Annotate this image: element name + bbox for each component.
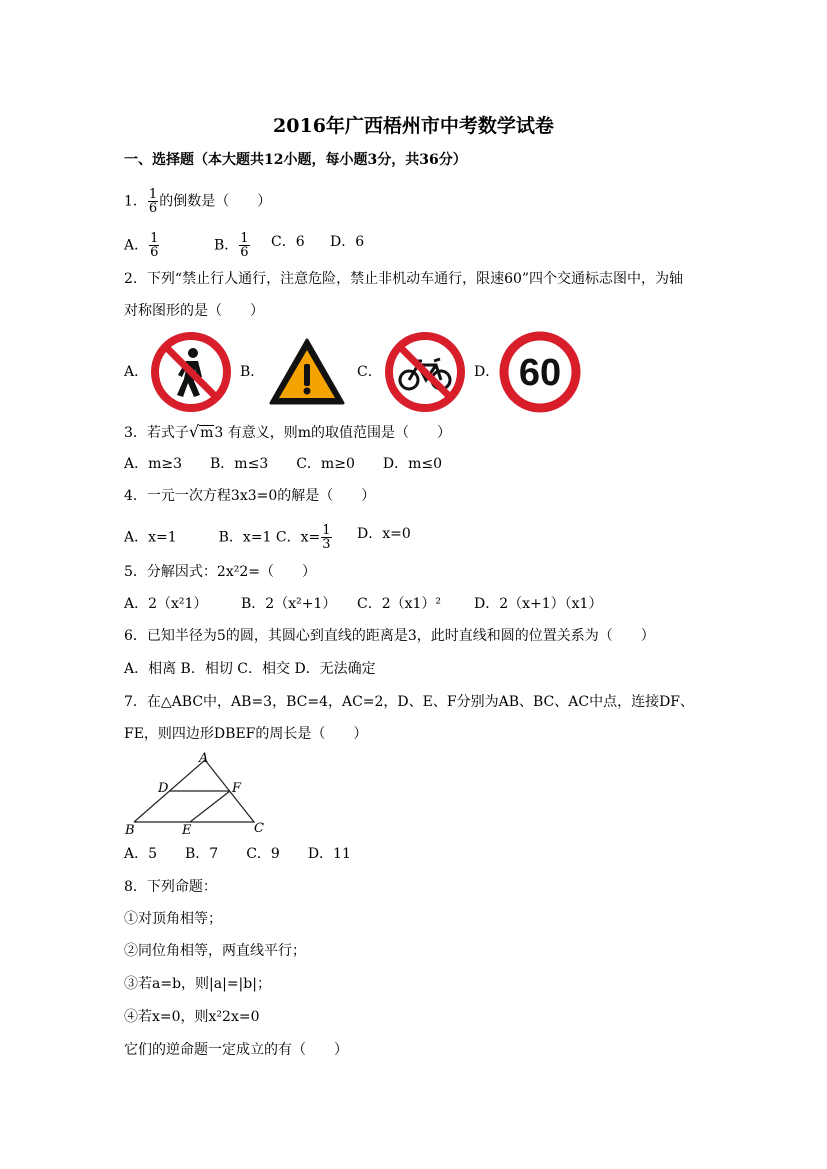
no-pedestrian-sign-icon [150,331,232,413]
question-1: 1． $\frac{1}{6}$ 的倒数是（ ） [124,187,272,216]
q6-options: A．相离 B．相切 C．相交 D．无法确定 [124,661,376,677]
question-8: 8．下列命题： [124,879,217,895]
q5-option-d: D．2（x+1）（x1） [474,596,603,612]
q1-option-a: A． $\frac{1}{6}$ [124,231,159,260]
q2-label-d: D． [474,364,500,380]
q7-options: A．5 B．7 C．9 D．11 [124,846,351,862]
point-label-b: B [125,823,135,838]
point-label-f: F [232,781,242,796]
triangle-diagram [122,750,272,838]
point-label-a: A [199,751,209,766]
q8-tail: 它们的逆命题一定成立的有（ ） [124,1042,348,1058]
fraction: $\frac{1}{6}$ [148,187,158,216]
speed-limit-60-sign-icon [499,331,581,413]
question-5: 5．分解因式：2x²2=（ ） [124,564,316,580]
q8-item-1: ①对顶角相等； [124,911,222,927]
q1-option-b: B． $\frac{1}{6}$ [214,231,249,260]
point-label-d: D [158,781,169,796]
question-2-line2: 对称图形的是（ ） [124,303,264,319]
question-7-line2: FE，则四边形DBEF的周长是（ ） [124,726,368,742]
question-3: 3．若式子√m3 有意义，则m的取值范围是（ ） [124,422,452,441]
q1-option-d: D．6 [330,234,365,250]
question-4: 4．一元一次方程3x3=0的解是（ ） [124,488,376,504]
q8-item-2: ②同位角相等，两直线平行； [124,943,306,959]
point-label-c: C [254,821,264,836]
no-bicycle-sign-icon [384,331,466,413]
section-heading: 一、选择题（本大题共12小题，每小题3分，共36分） [124,152,467,168]
page-title: 2016年广西梧州市中考数学试卷 [273,115,554,137]
question-2-line1: 2．下列“禁止行人通行，注意危险，禁止非机动车通行，限速60”四个交通标志图中，为轴 [124,271,684,287]
speed-limit-text: 60 [518,352,562,394]
warning-triangle-sign-icon [268,337,346,407]
q2-label-b: B． [240,364,265,380]
q2-label-c: C． [357,364,382,380]
q8-item-4: ④若x=0，则x²2x=0 [124,1009,260,1025]
q4-option-d: D．x=0 [357,526,411,542]
q5-option-a: A．2（x²1） [124,596,208,612]
q1-option-c: C．6 [271,234,305,250]
point-label-e: E [182,823,192,838]
question-7-line1: 7．在△ABC中，AB=3，BC=4，AC=2，D、E、F分别为AB、BC、AC中点，连接DF、 [124,694,695,710]
q8-item-3: ③若a=b，则|a|=|b|； [124,976,271,992]
q4-options: A．x=1 B．x=1 C．x= $\frac{1}{3}$ [124,523,331,552]
q5-option-b: B．2（x²+1） [241,596,337,612]
q5-option-c: C．2（x1）² [357,596,442,612]
question-6: 6．已知半径为5的圆，其圆心到直线的距离是3，此时直线和圆的位置关系为（ ） [124,628,655,644]
q2-label-a: A． [124,364,149,380]
q3-options: A．m≥3 B．m≤3 C．m≥0 D．m≤0 [124,456,442,472]
